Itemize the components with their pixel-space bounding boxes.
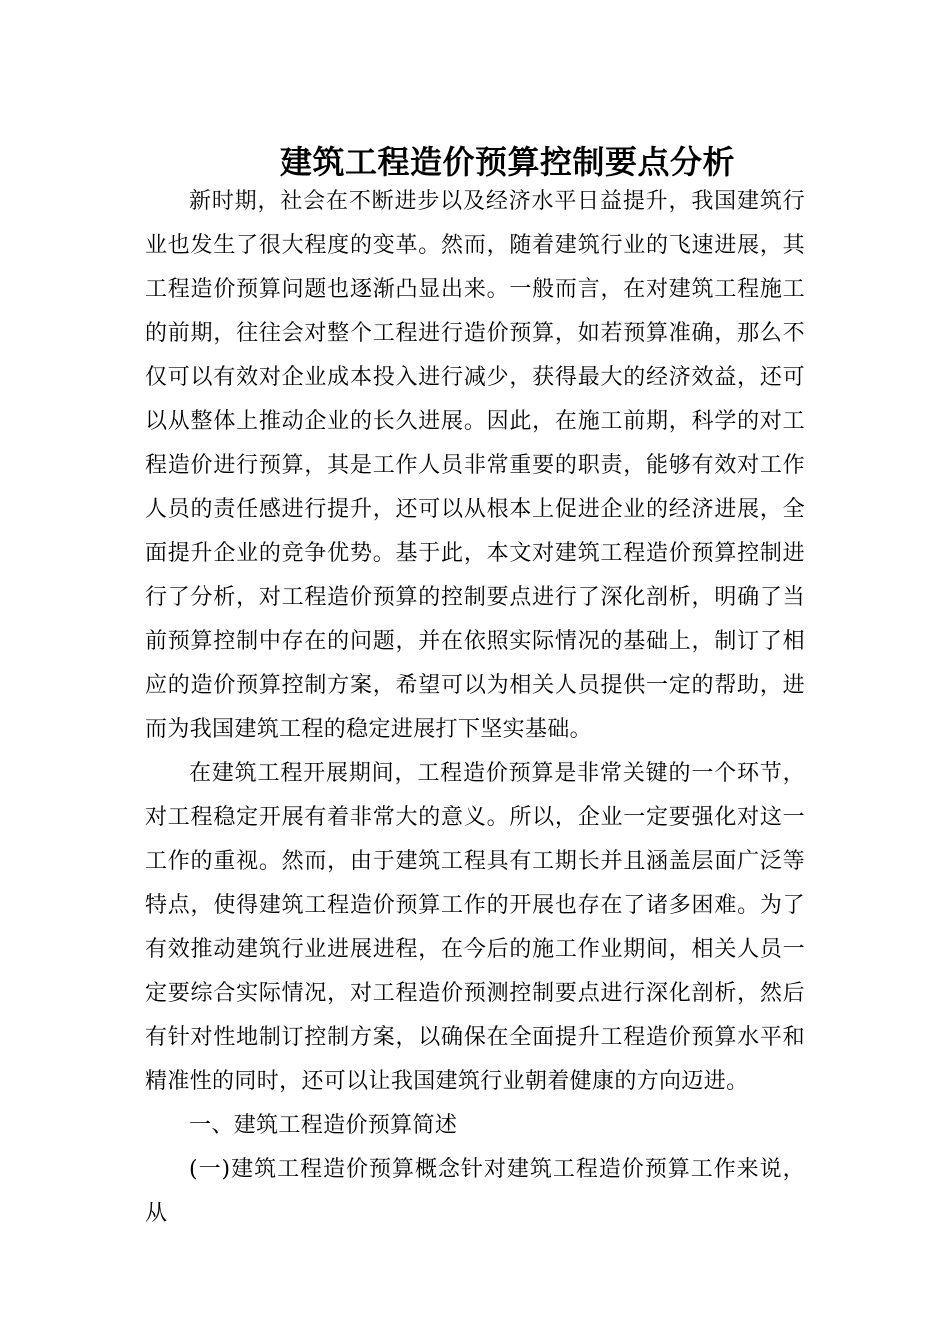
section-heading: 一、建筑工程造价预算简述 [189,1113,458,1138]
paragraph-background: 在建筑工程开展期间，工程造价预算是非常关键的一个环节，对工程稳定开展有着非常大的意义。所以，企业一定要强化对这一工作的重视。然而，由于建筑工程具有工期长并且涵盖层面广泛等特点，使得建筑工程造价预算工作的开展也存在了诸多困难。为了有效推动建筑行业进展进程，在今后的施工作业期间，相关人员一定要综合实际情况，对工程造价预测控制要点进行深化剖析，然后有针对性地制订控制方案，以确保在全面提升工程造价预算水平和精准性的同时，还可以让我国建筑行业朝着健康的方向迈进。 [145,761,805,1094]
document-title: 建筑工程造价预算控制要点分析 [279,143,735,182]
subsection-paragraph: (一)建筑工程造价预算概念针对建筑工程造价预算工作来说，从 [145,1157,805,1226]
document-body [145,180,805,1236]
paragraph-intro: 新时期，社会在不断进步以及经济水平日益提升，我国建筑行业也发生了很大程度的变革。然而，随着建筑行业的飞速进展，其工程造价预算问题也逐渐凸显出来。一般而言，在对建筑工程施工的前期，往往会对整个工程进行造价预算，如若预算准确，那么不仅可以有效对企业成本投入进行减少，获得最大的经济效益，还可以从整体上推动企业的长久进展。因此，在施工前期，科学的对工程造价进行预算，其是工作人员非常重要的职责，能够有效对工作人员的责任感进行提升，还可以从根本上促进企业的经济进展，全面提升企业的竞争优势。基于此，本文对建筑工程造价预算控制进行了分析，对工程造价预算的控制要点进行了深化剖析，明确了当前预算控制中存在的问题，并在依照实际情况的基础上，制订了相应的造价预算控制方案，希望可以为相关人员提供一定的帮助，进而为我国建筑工程的稳定进展打下坚实基础。 [145,189,805,742]
